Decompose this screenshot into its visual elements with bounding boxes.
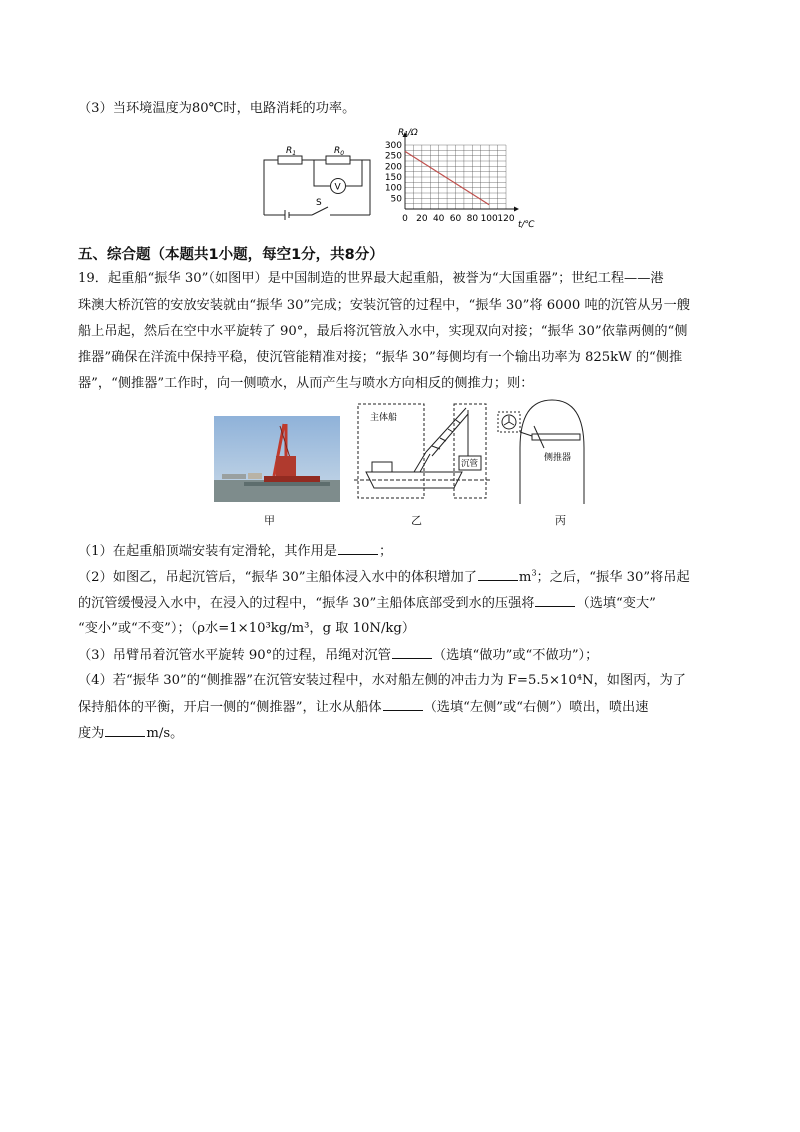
q19-intro-line-2: 珠澳大桥沉管的安放安装就由“振华 30”完成；安装沉管的过程中，“振华 30”将 6000 吨的沉管从另一艘 <box>78 298 690 313</box>
q19-intro-line-3: 船上吊起，然后在空中水平旋转了 90°，最后将沉管放入水中，实现双向对接；“振华 30”依靠两侧的“侧 <box>78 324 688 339</box>
chart-x-label: t/℃ <box>518 220 535 230</box>
circuit-diagram <box>258 138 378 220</box>
section-heading: 五、综合题（本题共1小题，每空1分，共8分） <box>78 247 384 263</box>
q19-p3 <box>78 646 598 665</box>
ship-bow <box>520 400 584 504</box>
tube-label: 沉管 <box>461 459 479 469</box>
crane-diagram <box>354 400 490 504</box>
q19-intro-line-4: 推器”确保在洋流中保持平稳，使沉管能精准对接；“振华 30”每侧均有一个输出功率为 825kW 的“侧推 <box>78 350 683 365</box>
q19-p2-line-1 <box>78 568 690 587</box>
q19-p4-line-1: （4）若“振华 30”的“侧推器”在沉管安装过程中，水对船左侧的冲击力为 F=5.5×10⁴N，如图丙，为了 <box>78 673 686 688</box>
q19-p2-unit-sup: 3 <box>531 568 537 578</box>
answer-blank-1[interactable] <box>338 542 378 555</box>
q19-p3-a: （3）吊臂吊着沉管水平旋转 90°的过程，吊绳对沉管 <box>78 648 391 663</box>
q19-p2-unit: m <box>518 570 532 585</box>
q19-p2-line-3: “变小”或“不变”）；（ρ水=1×10³kg/m³，g 取 10N/kg） <box>78 621 416 636</box>
q19-p2-line-2 <box>78 594 656 613</box>
resistor-r1 <box>278 156 302 164</box>
chart-y-tick-label: 50 <box>390 194 402 205</box>
q19-p2-l2b: （选填“变大” <box>576 596 656 611</box>
q19-intro-line-1: 19．起重船“振华 30”（如图甲）是中国制造的世界最大起重船，被誉为“大国重器”；世纪工程——港 <box>78 271 664 286</box>
q19-p3-b: （选填“做功”或“不做功”）； <box>432 648 599 663</box>
crane-boom-top <box>426 408 466 452</box>
switch <box>312 207 328 215</box>
resistance-temperature-chart <box>372 125 552 230</box>
main-hull-label: 主体船 <box>370 413 398 423</box>
r0-label: $R_0$ <box>334 146 345 157</box>
chart-grid <box>405 145 506 209</box>
answer-blank-6[interactable] <box>105 724 145 737</box>
answer-blank-4[interactable] <box>392 646 432 659</box>
q19-p4-l2a: 保持船体的平衡，开启一侧的“侧推器”，让水从船体 <box>78 700 382 715</box>
chart-x-tick-label: 40 <box>432 214 445 224</box>
voltmeter-label: V <box>334 182 341 193</box>
chart-x-tick-label: 20 <box>416 214 428 224</box>
chart-y-tick-label: 200 <box>384 162 402 173</box>
q19-p4-line-2 <box>78 698 648 717</box>
q19-p2-l1b: ；之后，“振华 30”将吊起 <box>536 570 690 585</box>
chart-x-arrow <box>514 207 519 212</box>
thruster-leader <box>534 426 544 448</box>
q3-text <box>78 100 355 118</box>
answer-blank-2[interactable] <box>478 568 518 581</box>
crane-ship-photo <box>214 416 340 502</box>
q19-p2-l1a: （2）如图乙，吊起沉管后，“振华 30”主船体浸入水中的体积增加了 <box>78 570 477 585</box>
q3-text-after: ℃时，电路消耗的功率。 <box>208 101 356 116</box>
q19-p1-end: ； <box>378 544 393 559</box>
q19-p4-l2b: （选填“左侧”或“右侧”）喷出，喷出速 <box>423 700 649 715</box>
chart-x-tick-label: 120 <box>497 214 515 224</box>
chart-y-label: R₁/Ω <box>398 128 418 138</box>
q19-p4-l3a: 度为 <box>78 726 105 741</box>
q19-p1-text: （1）在起重船顶端安装有定滑轮，其作用是 <box>78 544 337 559</box>
figure-a-caption: 甲 <box>264 514 275 527</box>
chart-y-tick-label: 150 <box>384 173 402 183</box>
answer-blank-5[interactable] <box>383 698 423 711</box>
chart-x-tick-label: 0 <box>402 214 408 224</box>
figure-b-caption: 乙 <box>411 514 422 527</box>
q3-temp: 80 <box>191 101 209 116</box>
thruster-label: 侧推器 <box>544 453 572 463</box>
thruster-diagram <box>494 398 594 504</box>
figure-c-caption: 丙 <box>555 514 566 527</box>
answer-blank-3[interactable] <box>535 594 575 607</box>
q19-p4-line-3 <box>78 724 183 743</box>
chart-y-tick-label: 250 <box>384 151 402 162</box>
resistor-r0 <box>326 156 350 164</box>
q19-p4-l3b: m/s。 <box>146 726 184 741</box>
q3-text-before: （3）当环境温度为 <box>78 101 192 116</box>
r1-label: $R_1$ <box>286 146 297 157</box>
chart-y-tick-label: 300 <box>384 141 402 151</box>
switch-label: S <box>316 198 322 208</box>
chart-x-tick-label: 100 <box>480 214 498 224</box>
crane-boom-bottom <box>432 414 468 456</box>
q19-p1 <box>78 542 392 561</box>
chart-x-tick-label: 60 <box>449 214 462 224</box>
chart-y-tick-label: 100 <box>384 183 402 194</box>
tube-dashed-box <box>454 404 486 498</box>
chart-x-tick-label: 80 <box>466 214 479 224</box>
q19-p2-l2a: 的沉管缓慢浸入水中，在浸入的过程中，“振华 30”主船体底部受到水的压强将 <box>78 596 535 611</box>
q19-intro-line-5: 器”，“侧推器”工作时，向一侧喷水，从而产生与喷水方向相反的侧推力；则： <box>78 376 534 391</box>
